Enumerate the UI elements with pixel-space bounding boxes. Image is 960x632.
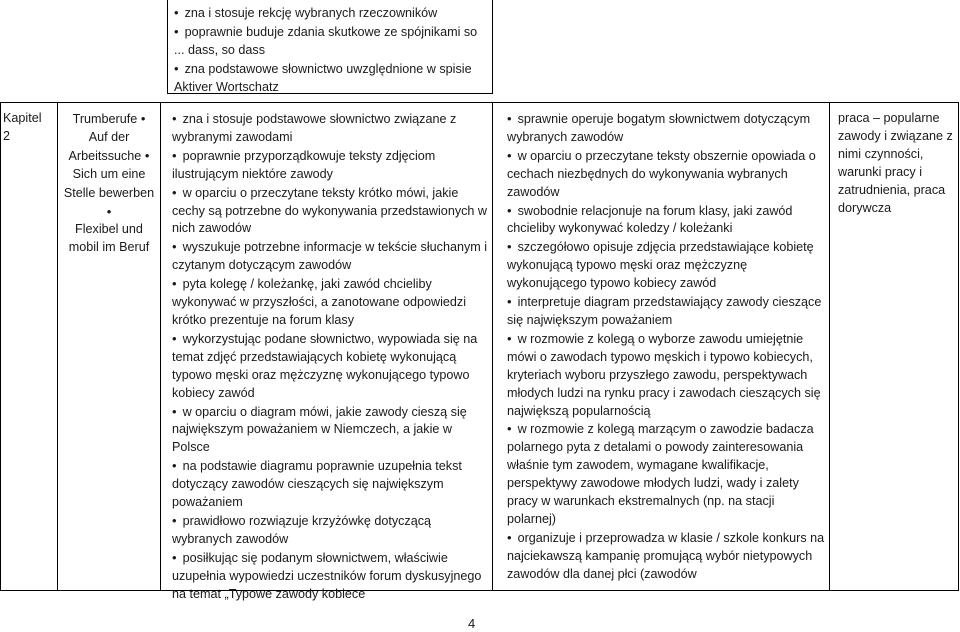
list-item: • zna i stosuje podstawowe słownictwo związane z wybranymi zawodami <box>172 110 490 147</box>
list-item: • sprawnie operuje bogatym słownictwem dotyczącym wybranych zawodów <box>507 110 825 147</box>
topic-item: Trumberufe • <box>60 110 158 129</box>
list-item: • w oparciu o diagram mówi, jakie zawody cieszą się największym poważaniem w Niemczech, a jakie w Polsce <box>172 403 490 458</box>
table-border <box>492 0 493 94</box>
topic-item: Auf der Arbeitssuche • <box>60 129 158 166</box>
list-item: • poprawnie przyporządkowuje teksty zdjęciom ilustrującym niektóre zawody <box>172 147 490 184</box>
table-border <box>829 102 830 591</box>
list-item: • wyszukuje potrzebne informacje w tekście słuchanym i czytanym dotyczącym zawodów <box>172 238 490 275</box>
table-border <box>57 102 58 591</box>
list-item: • zna i stosuje rekcję wybranych rzeczowników <box>174 4 490 23</box>
chapter-number: 2 <box>3 128 11 143</box>
chapter-cell <box>3 110 55 146</box>
basic-requirements-cell <box>172 110 490 603</box>
themes-text: praca – popularne zawody i związane z nimi czynności, warunki pracy i zatrudnienia, praca dorywcza <box>838 111 953 215</box>
list-item: • wykorzystując podane słownictwo, wypowiada się na temat zdjęć przedstawiających kobietę wykonującą typowo męski oraz mężczyznę wykonującego typowo kobiecy zawód <box>172 330 490 403</box>
list-item: • w oparciu o przeczytane teksty krótko mówi, jakie cechy są potrzebne do wykonywania przedstawionych w nich zawodów <box>172 184 490 239</box>
table-border <box>0 102 959 103</box>
topic-item: Sich um eine Stelle bewerben • <box>60 166 158 222</box>
list-item: • interpretuje diagram przedstawiający zawody cieszące się największym poważaniem <box>507 293 825 330</box>
list-item: • pyta kolegę / koleżankę, jaki zawód chcieliby wykonywać w przyszłości, a zanotowane odpowiedzi krótko prezentuje na forum klasy <box>172 275 490 330</box>
topics-cell <box>60 110 158 257</box>
list-item: • posiłkując się podanym słownictwem, właściwie uzupełnia wypowiedzi uczestników forum dyskusyjnego na temat „Typowe zawody kobiece <box>172 549 490 604</box>
page-number: 4 <box>468 616 476 631</box>
extended-requirements-cell <box>507 110 825 584</box>
table-border <box>160 102 161 591</box>
list-item: • poprawnie buduje zdania skutkowe ze spójnikami so ... dass, so dass <box>174 23 490 60</box>
list-item: • na podstawie diagramu poprawnie uzupełnia tekst dotyczący zawodów cieszących się największym poważaniem <box>172 457 490 512</box>
list-item: • w rozmowie z kolegą marzącym o zawodzie badacza polarnego pyta z detalami o powody zainteresowania właśnie tym zawodem, wymagane kwalifikacje, perspektywy zawodowe młodych ludzi, wady i zalety pracy w warunkach ekstremalnych (np. na stacji polarnej) <box>507 420 825 528</box>
list-item: • swobodnie relacjonuje na forum klasy, jaki zawód chcieliby wykonywać koledzy / koleżanki <box>507 202 825 239</box>
list-item: • szczegółowo opisuje zdjęcia przedstawiające kobietę wykonującą typowo męski oraz mężczyznę wykonującego typowo kobiecy zawód <box>507 238 825 293</box>
list-item: • w rozmowie z kolegą o wyborze zawodu umiejętnie mówi o zawodach typowo męskich i typowo kobiecych, kryteriach wyboru przyszłego zawodu, perspektywach młodych ludzi na rynku pracy i zawodach cieszących się największą popularnością <box>507 330 825 421</box>
list-item: • zna podstawowe słownictwo uwzględnione w spisie Aktiver Wortschatz <box>174 60 490 97</box>
top-requirements-cell <box>174 4 490 97</box>
topic-item: Flexibel und mobil im Beruf <box>68 222 150 255</box>
list-item: • w oparciu o przeczytane teksty obszernie opowiada o cechach niezbędnych do wykonywania wybranych zawodów <box>507 147 825 202</box>
chapter-label: Kapitel <box>3 111 42 125</box>
themes-cell <box>838 110 956 217</box>
list-item: • prawidłowo rozwiązuje krzyżówkę dotyczącą wybranych zawodów <box>172 512 490 549</box>
table-border <box>0 102 1 591</box>
list-item: • organizuje i przeprowadza w klasie / szkole konkurs na najciekawszą kampanię promującą wybór nietypowych zawodów dla danej płci (zawodów <box>507 529 825 584</box>
table-border <box>167 0 168 94</box>
table-border <box>492 102 493 591</box>
table-border <box>958 102 959 591</box>
